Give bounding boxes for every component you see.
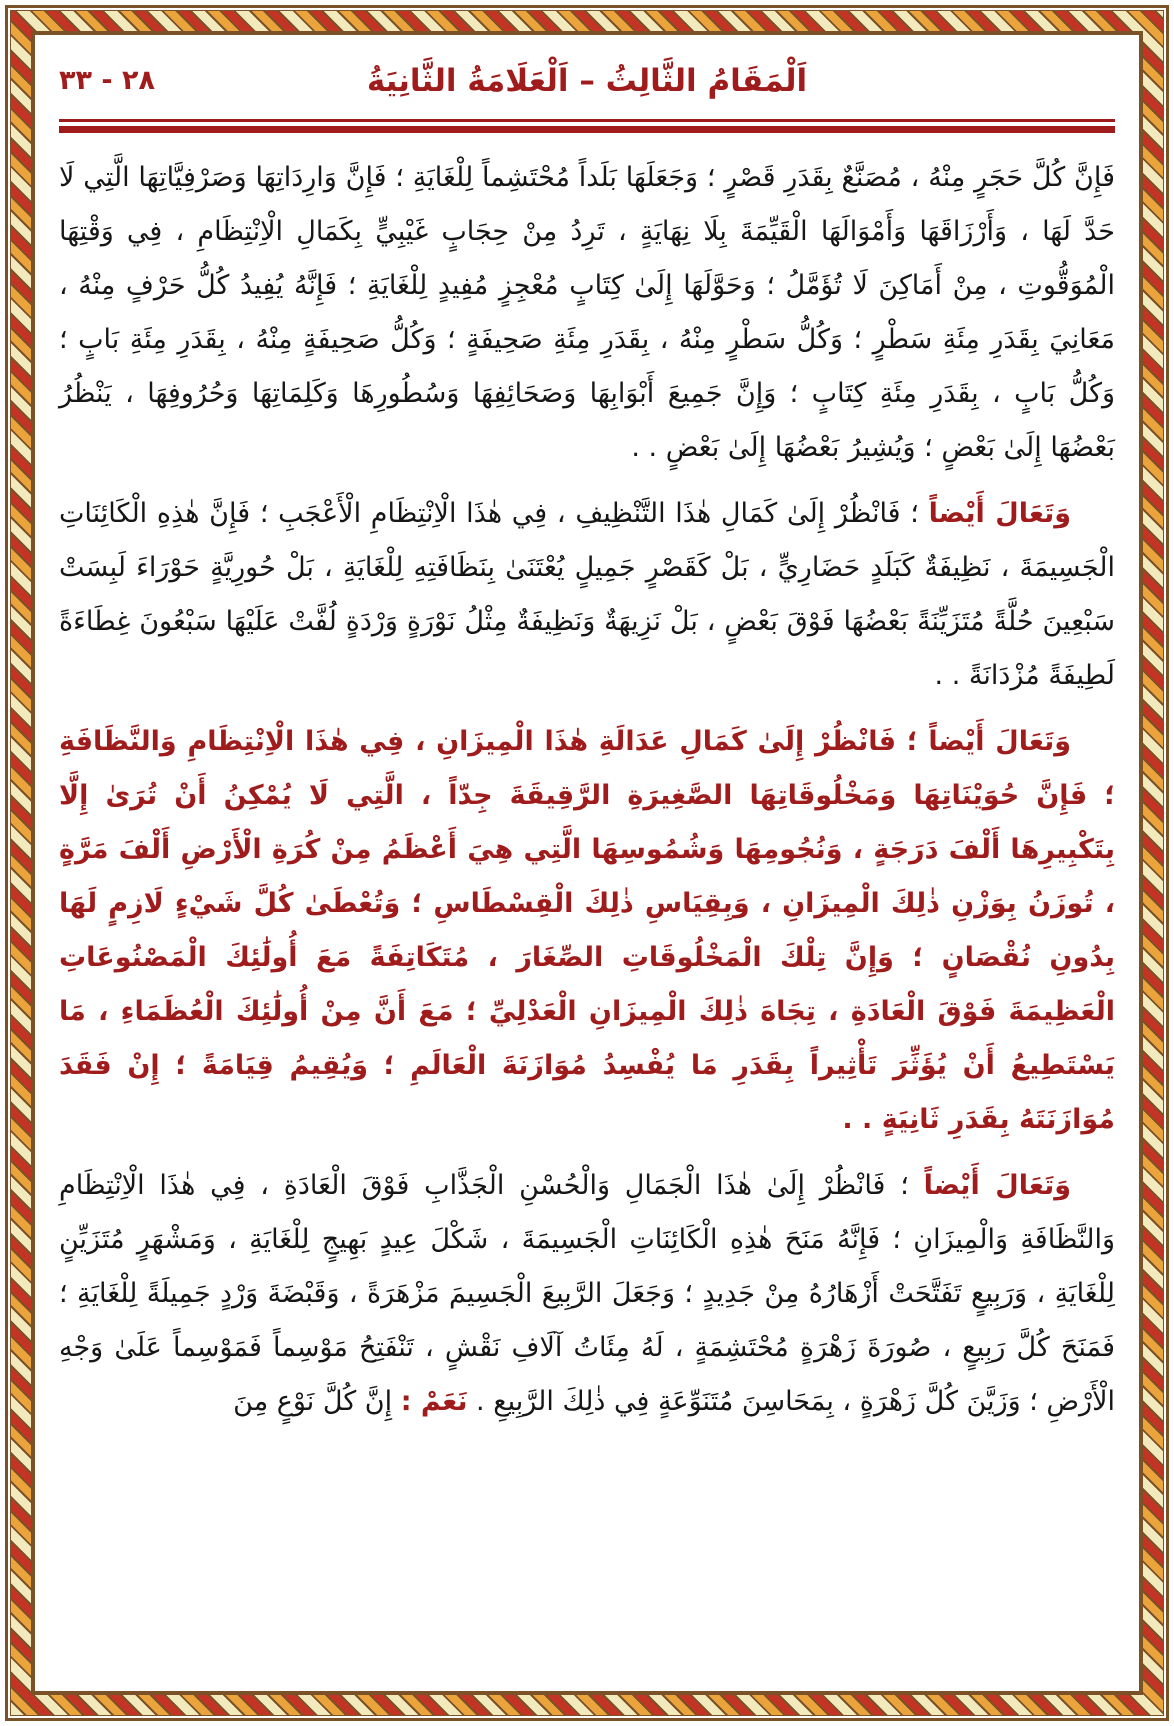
header-rule-thin: [59, 119, 1115, 122]
decorative-border-pattern: [10, 10, 1164, 1716]
decorative-border-outer: [5, 5, 1169, 1721]
body-text: [59, 151, 1115, 1429]
paragraph-4-text-end: إِنَّ كُلَّ نَوْعٍ مِنَ: [233, 1386, 401, 1417]
page-header: [59, 53, 1115, 109]
paragraph-1: [59, 151, 1115, 475]
page-title: اَلْمَقَامُ الثَّالِثُ – اَلْعَلَامَةُ الثَّانِيَةُ: [366, 63, 808, 99]
paragraph-4-text: ؛ فَانْظُرْ إِلَىٰ هٰذَا الْجَمَالِ وَالْحُسْنِ الْجَذَّابِ فَوْقَ الْعَادَةِ ، فِي هٰذَا الْاِنْتِظَامِ وَالنَّظَافَةِ وَالْمِيزَانِ ؛ فَإِنَّهُ مَنَحَ هٰذِهِ الْكَائِنَاتِ الْجَسِيمَةَ ، شَكْلَ عِيدٍ بَهِيجٍ لِلْغَايَةِ ، وَمَشْهَرٍ مُتَزَيِّنٍ لِلْغَايَةِ ، وَرَبِيعٍ تَفَتَّحَتْ أَزْهَارُهُ مِنْ جَدِيدٍ ؛ وَجَعَلَ الرَّبِيعَ الْجَسِيمَ مَزْهَرَةً ، وَقَبْضَةَ وَرْدٍ جَمِيلَةً لِلْغَايَةِ ؛ فَمَنَحَ كُلَّ رَبِيعٍ ، صُورَةَ زَهْرَةٍ مُحْتَشِمَةٍ ، لَهُ مِئَاتُ آلَافِ نَقْشٍ ، تَنْفَتِحُ مَوْسِماً فَمَوْسِماً عَلَىٰ وَجْهِ الْأَرْضِ ؛ وَزَيَّنَ كُلَّ زَهْرَةٍ ، بِمَحَاسِنَ مُتَنَوِّعَةٍ فِي ذٰلِكَ الرَّبِيعِ .: [59, 1170, 1115, 1417]
paragraph-3-text: وَتَعَالَ أَيْضاً ؛ فَانْظُرْ إِلَىٰ كَمَالِ عَدَالَةِ هٰذَا الْمِيزَانِ ، فِي هٰذَا الْاِنْتِظَامِ وَالنَّظَافَةِ ؛ فَإِنَّ حُوَيْنَاتِهَا وَمَخْلُوقَاتِهَا الصَّغِيرَةِ الرَّقِيقَةَ جِدّاً ، الَّتِي لَا يُمْكِنُ أَنْ تُرَىٰ إِلَّا بِتَكْبِيرِهَا أَلْفَ دَرَجَةٍ ، وَنُجُومِهَا وَشُمُوسِهَا الَّتِي هِيَ أَعْظَمُ مِنْ كُرَةِ الْأَرْضِ أَلْفَ مَرَّةٍ ، تُوزَنُ بِوَزْنِ ذٰلِكَ الْمِيزَانِ ، وَبِقِيَاسِ ذٰلِكَ الْقِسْطَاسِ ؛ وَتُعْطَىٰ كُلَّ شَيْءٍ لَازِمٍ لَهَا بِدُونِ نُقْصَانٍ ؛ وَإِنَّ تِلْكَ الْمَخْلُوقَاتِ الصِّغَارَ ، مُتَكَاتِفَةً مَعَ أُولَٰئِكَ الْمَصْنُوعَاتِ الْعَظِيمَةَ فَوْقَ الْعَادَةِ ، تِجَاهَ ذٰلِكَ الْمِيزَانِ الْعَدْلِيِّ ؛ مَعَ أَنَّ مِنْ أُولَٰئِكَ الْعُظَمَاءِ ، مَا يَسْتَطِيعُ أَنْ يُؤَثِّرَ تَأْثِيراً بِقَدَرِ مَا يُفْسِدُ مُوَازَنَةَ الْعَالَمِ ؛ وَيُقِيمُ قِيَامَةً ؛ إِنْ فَقَدَ مُوَازَنَتَهُ بِقَدَرِ ثَانِيَةٍ . .: [59, 726, 1115, 1135]
paragraph-2: [59, 487, 1115, 703]
header-rule: [59, 119, 1115, 133]
paragraph-4-leadin: وَتَعَالَ أَيْضاً: [923, 1170, 1071, 1201]
paragraph-4-naam-marker: نَعَمْ :: [400, 1386, 468, 1417]
header-rule-thick: [59, 126, 1115, 133]
page-number: ٢٨ - ٣٣: [59, 65, 155, 96]
paragraph-2-text: ؛ فَانْظُرْ إِلَىٰ كَمَالِ هٰذَا التَّنْظِيفِ ، فِي هٰذَا الْاِنْتِظَامِ الْأَعْجَبِ ؛ فَإِنَّ هٰذِهِ الْكَائِنَاتِ الْجَسِيمَةَ ، نَظِيفَةٌ كَبَلَدٍ حَضَارِيٍّ ، بَلْ كَقَصْرٍ جَمِيلٍ يُعْتَنَىٰ بِنَظَافَتِهِ لِلْغَايَةِ ، بَلْ حُورِيَّةٍ حَوْرَاءَ لَبِسَتْ سَبْعِينَ حُلَّةً مُتَزَيِّنَةً بَعْضُهَا فَوْقَ بَعْضٍ ، بَلْ نَزِيهَةٌ وَنَظِيفَةٌ مِثْلُ نَوْرَةٍ وَرْدَةٍ لُفَّتْ عَلَيْهَا سَبْعُونَ غِطَاءَةً لَطِيفَةً مُزْدَانَةً . .: [59, 498, 1115, 691]
paragraph-3: [59, 715, 1115, 1147]
paragraph-1-text: فَإِنَّ كُلَّ حَجَرٍ مِنْهُ ، مُصَنَّعٌ بِقَدَرِ قَصْرٍ ؛ وَجَعَلَهَا بَلَداً مُحْتَشِماً لِلْغَايَةِ ؛ فَإِنَّ وَارِدَاتِهَا وَصَرْفِيَّاتِهَا الَّتِي لَا حَدَّ لَهَا ، وَأَرْزَاقَهَا وَأَمْوَالَهَا الْقَيِّمَةَ بِلَا نِهَايَةٍ ، تَرِدُ مِنْ حِجَابٍ غَيْبِيٍّ بِكَمَالِ الْاِنْتِظَامِ ، فِي وَقْتِهَا الْمُوَقُّوتِ ، مِنْ أَمَاكِنَ لَا تُؤَمَّلُ ؛ وَحَوَّلَهَا إِلَىٰ كِتَابٍ مُعْجِزٍ مُفِيدٍ لِلْغَايَةِ ؛ فَإِنَّهُ يُفِيدُ كُلُّ حَرْفٍ مِنْهُ ، مَعَانِيَ بِقَدَرِ مِئَةِ سَطْرٍ ؛ وَكُلُّ سَطْرٍ مِنْهُ ، بِقَدَرِ مِئَةِ صَحِيفَةٍ ؛ وَكُلُّ صَحِيفَةٍ مِنْهُ ، بِقَدَرِ مِئَةِ بَابٍ ؛ وَكُلُّ بَابٍ ، بِقَدَرِ مِئَةِ كِتَابٍ ؛ وَإِنَّ جَمِيعَ أَبْوَابِهَا وَصَحَائِفِهَا وَسُطُورِهَا وَكَلِمَاتِهَا وَحُرُوفِهَا ، يَنْظُرُ بَعْضُهَا إِلَىٰ بَعْضٍ ؛ وَيُشِيرُ بَعْضُهَا إِلَىٰ بَعْضٍ . .: [59, 162, 1115, 463]
paragraph-2-leadin: وَتَعَالَ أَيْضاً: [928, 498, 1072, 529]
page-content: [31, 31, 1143, 1695]
paragraph-4: [59, 1159, 1115, 1429]
